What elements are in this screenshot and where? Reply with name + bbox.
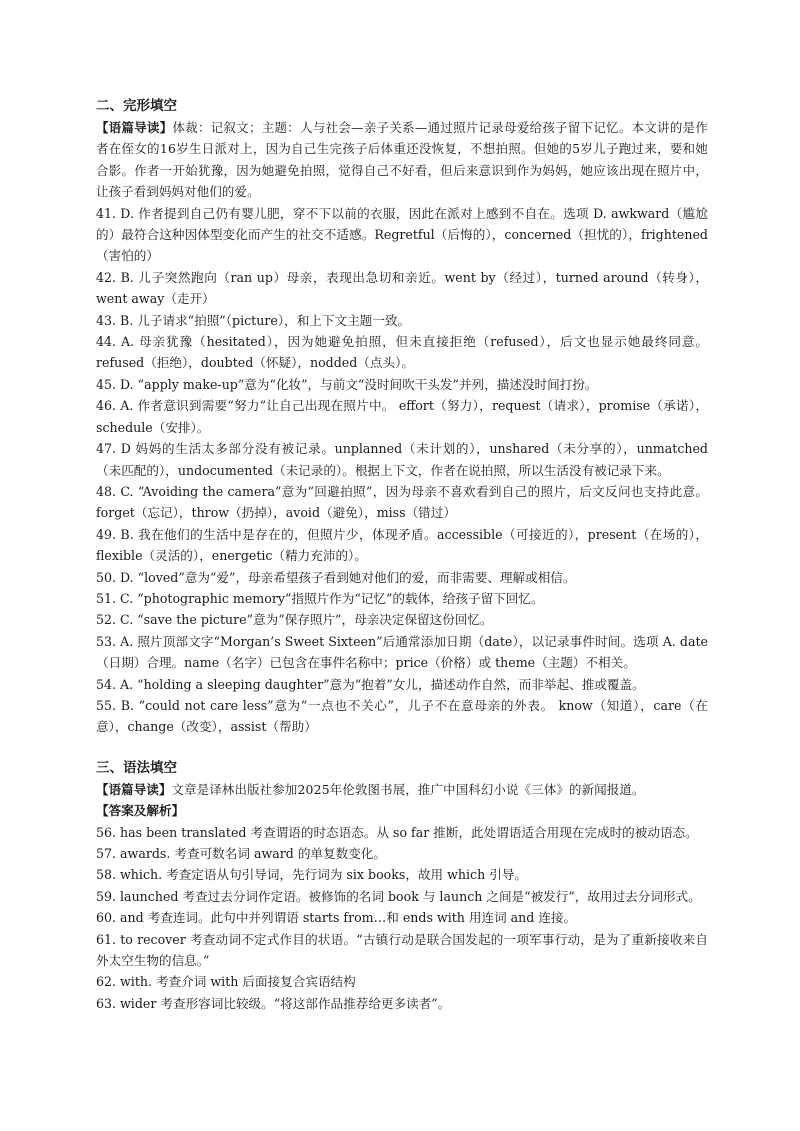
answer-item-59: 59. launched 考查过去分词作定语。被修饰的名词 book 与 launch 之间是“被发行”，故用过去分词形式。	[96, 888, 701, 904]
answer-item-62: 62. with. 考查介词 with 后面接复合宾语结构	[96, 974, 356, 990]
answer-item-51: 51. C. “photographic memory”指照片作为“记忆”的载体，给孩子留下回忆。	[96, 590, 544, 606]
answer-item-50: 50. D. “loved”意为“爱”，母亲希望孩子看到她对他们的爱，而非需要、理解或相信。	[96, 569, 576, 585]
grammar-answers-heading	[96, 800, 708, 821]
cloze-intro-text: 体裁：记叙文；主题：人与社会—亲子关系—通过照片记录母爱给孩子留下记忆。本文讲的是作者在侄女的16岁生日派对上，因为自己生完孩子后体重还没恢复，不想拍照。但她的5岁儿子跑过来，要和她合影。作者一开始犹豫，因为她避免拍照，觉得自己不好看，但后来意识到作为妈妈，她应该出现在照片中，让孩子看到妈妈对他们的爱。	[96, 120, 709, 200]
answer-item-46: 46. A. 作者意识到需要“努力”让自己出现在照片中。 effort（努力），request（请求），promise（承诺），schedule（安排）。	[96, 398, 708, 435]
answer-item-63: 63. wider 考查形容词比较级。“将这部作品推荐给更多读者”。	[96, 995, 451, 1011]
cloze-intro	[96, 117, 708, 203]
grammar-intro	[96, 779, 708, 800]
answer-item-42: 42. B. 儿子突然跑向（ran up）母亲，表现出急切和亲近。went by（经过），turned around（转身），went away（走开）	[96, 269, 708, 307]
answer-item-47: 47. D 妈妈的生活太多部分没有被记录。unplanned（未计划的），unshared（未分享的），unmatched（未匹配的），undocumented（未记录的）。根据上下文，作者在说拍照，所以生活没有被记录下来。	[96, 441, 708, 478]
answer-sheet	[96, 96, 708, 1014]
grammar-intro-tag: 【语篇导读】	[96, 781, 172, 797]
answer-item-61: 61. to recover 考查动词不定式作目的状语。“古镇行动是联合国发起的一项军事行动，是为了重新接收来自外太空生物的信息。”	[96, 931, 708, 969]
cloze-section-title: 二、完形填空	[96, 98, 177, 114]
answer-item-55: 55. B. “could not care less”意为“一点也不关心”，儿子不在意母亲的外表。 know（知道），care（在意），change（改变），assist（帮助）	[96, 697, 708, 735]
answer-item-56: 56. has been translated 考查谓语的时态语态。从 so far 推断，此处谓语适合用现在完成时的被动语态。	[96, 824, 698, 840]
grammar-answer-list	[96, 822, 708, 1015]
grammar-section-title: 三、语法填空	[96, 759, 177, 776]
grammar-intro-text: 文章是译林出版社参加2025年伦敦图书展，推广中国科幻小说《三体》的新闻报道。	[171, 781, 645, 797]
answer-item-44: 44. A. 母亲犹豫（hesitated），因为她避免拍照，但未直接拒绝（refused），后文也显示她最终同意。refused（拒绝），doubted（怀疑），nodded（点头）。	[96, 334, 708, 371]
answer-item-41: 41. D. 作者提到自己仍有婴儿肥，穿不下以前的衣服，因此在派对上感到不自在。选项 D. awkward（尴尬的）最符合这种因体型变化而产生的社交不适感。Regretful（后悔的），concerned（担忧的），frightened（害怕的）	[96, 205, 708, 264]
answer-item-43: 43. B. 儿子请求“拍照”（picture），和上下文主题一致。	[96, 312, 411, 328]
answer-item-58: 58. which. 考查定语从句引导词，先行词为 six books，故用 which 引导。	[96, 867, 528, 883]
answer-item-52: 52. C. “save the picture”意为“保存照片”，母亲决定保留这份回忆。	[96, 612, 493, 628]
section-spacer	[96, 738, 708, 758]
cloze-answer-list	[96, 203, 708, 738]
answer-item-45: 45. D. “apply make-up”意为“化妆”，与前文“没时间吹干头发”并列，描述没时间打扮。	[96, 376, 598, 392]
answer-item-49: 49. B. 我在他们的生活中是存在的，但照片少，体现矛盾。accessible（可接近的），present（在场的），flexible（灵活的），energetic（精力充沛的）。	[96, 526, 708, 564]
answer-item-48: 48. C. “Avoiding the camera”意为“回避拍照”，因为母亲不喜欢看到自己的照片，后文反问也支持此意。 forget（忘记），throw（扔掉），avoid（避免），miss（错过）	[96, 483, 708, 521]
answer-item-53: 53. A. 照片顶部文字“Morgan’s Sweet Sixteen”后通常添加日期（date），以记录事件时间。选项 A. date（日期）合理。name（名字）已包含在事件名称中；price（价格）或 theme（主题）不相关。	[96, 633, 708, 671]
answer-item-54: 54. A. “holding a sleeping daughter”意为“抱着”女儿，描述动作自然，而非举起、推或覆盖。	[96, 676, 645, 692]
grammar-answers-tag: 【答案及解析】	[96, 803, 185, 819]
cloze-intro-tag: 【语篇导读】	[96, 120, 173, 135]
answer-item-57: 57. awards. 考查可数名词 award 的单复数变化。	[96, 846, 386, 861]
answer-item-60: 60. and 考查连词。此句中并列谓语 starts from…和 ends with 用连词 and 连接。	[96, 910, 577, 926]
